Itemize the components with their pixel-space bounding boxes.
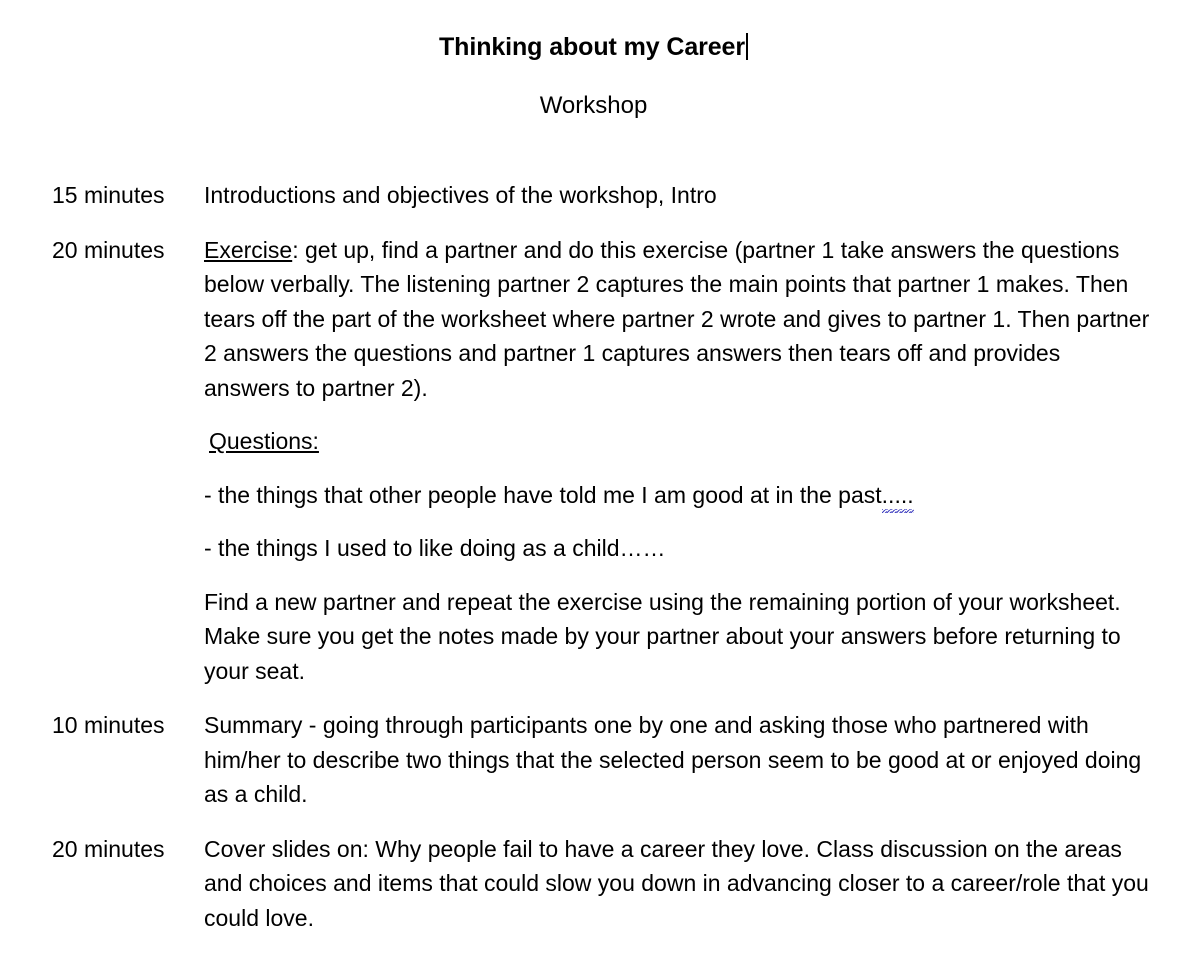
agenda-paragraph-find-partner: Find a new partner and repeat the exercise using the remaining portion of your worksheet. Make sure you get the notes made by your partner about your answers before returning to your seat.: [204, 588, 1121, 684]
question-1-text: - the things that other people have told me I am good at in the past: [204, 481, 882, 508]
agenda-paragraph-questions-heading: [204, 424, 1152, 459]
questions-label: Questions:: [209, 428, 319, 454]
exercise-body: : get up, find a partner and do this exercise (partner 1 take answers the questions below verbally. The listening partner 2 captures the main points that partner 1 makes. Then tears off the part of the worksheet where partner 2 wrote and gives to partner 1. Then partner 2 answers the questions and partner 1 captures answers then tears off and provides answers to partner 2).: [204, 236, 1150, 401]
agenda-content: [204, 832, 1187, 936]
agenda-content: [204, 178, 1187, 213]
agenda-row: [0, 178, 1187, 213]
agenda-duration: 15 minutes: [52, 182, 165, 208]
spellcheck-misspelling[interactable]: [882, 478, 914, 513]
document-title: [0, 33, 1187, 62]
agenda-row: [0, 708, 1187, 812]
agenda-row: [0, 832, 1187, 936]
agenda-duration: 20 minutes: [52, 236, 165, 263]
agenda-paragraph-question-2: - the things I used to like doing as a child……: [204, 535, 666, 561]
agenda-paragraph: Introductions and objectives of the workshop, Intro: [204, 182, 717, 208]
agenda-paragraph: Summary - going through participants one by one and asking those who partnered with him/her to describe two things that the selected person seem to be good at or enjoyed doing as a child.: [204, 712, 1142, 807]
agenda-duration: 10 minutes: [52, 712, 165, 738]
document-subtitle: Workshop: [539, 91, 648, 119]
agenda-paragraph: Cover slides on: Why people fail to have a career they love. Class discussion on the areas and choices and items that could slow you down in advancing closer to a career/role that you could love.: [204, 835, 1149, 931]
text-cursor-caret: [746, 33, 748, 60]
agenda-content: [204, 708, 1187, 812]
agenda-list: [0, 178, 1187, 955]
agenda-row: [0, 233, 1187, 689]
exercise-label: Exercise: [204, 236, 293, 263]
document-title-text: Thinking about my Career: [439, 32, 745, 61]
agenda-content: [204, 233, 1187, 689]
agenda-paragraph-exercise: [204, 233, 1152, 406]
agenda-paragraph-question-1: [204, 478, 1152, 513]
spellcheck-text: .....: [881, 481, 914, 508]
agenda-duration: 20 minutes: [52, 835, 165, 862]
